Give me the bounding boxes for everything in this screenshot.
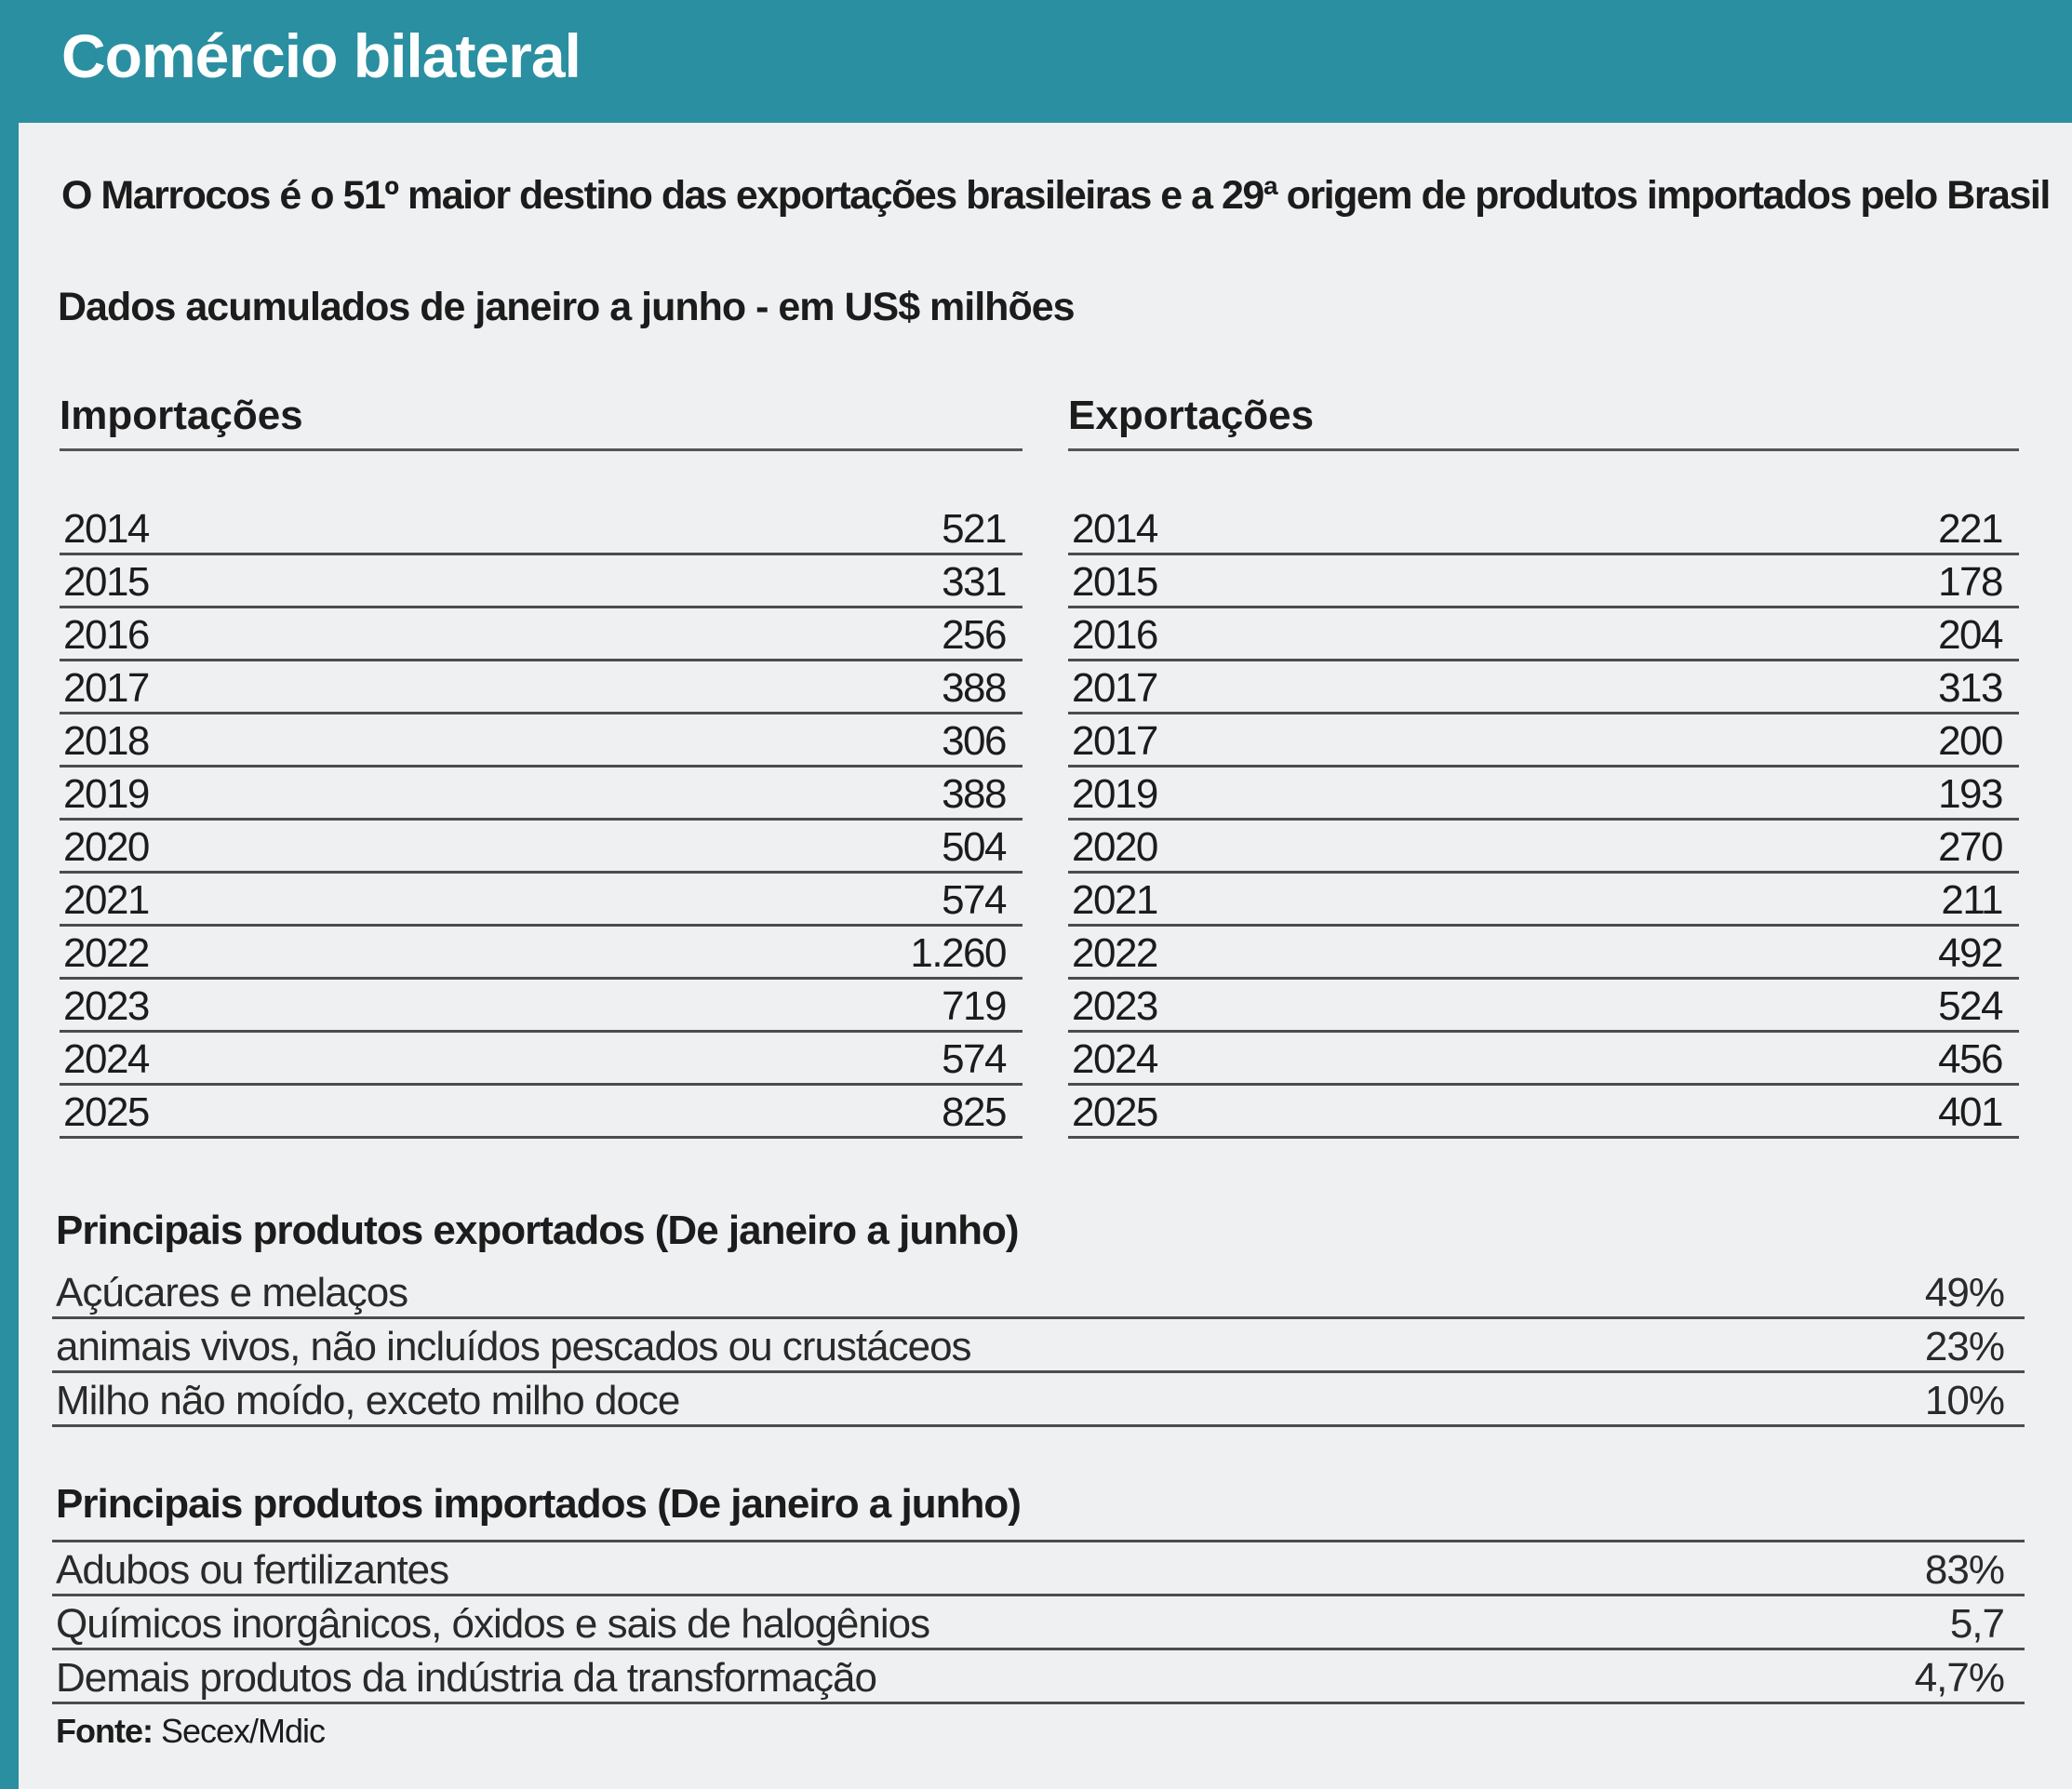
imported-product-row-value: 5,7 [1949, 1601, 2004, 1647]
exports-row [1068, 821, 2019, 874]
exports-row-label: 2015 [1072, 559, 1157, 605]
imports-row [60, 1033, 1023, 1086]
imports-row-value: 388 [942, 771, 1006, 817]
exports-row [1068, 927, 2019, 980]
imports-row-label: 2024 [63, 1036, 149, 1082]
imports-column-header: Importações [60, 393, 1023, 451]
exports-row-label: 2022 [1072, 930, 1157, 976]
exported-product-row-value: 10% [1924, 1378, 2004, 1423]
imports-row-value: 256 [942, 612, 1006, 658]
exports-row-value: 270 [1938, 824, 2002, 870]
imported-product-row-value: 4,7% [1914, 1655, 2004, 1701]
imports-row-label: 2021 [63, 877, 149, 923]
exports-row-label: 2014 [1072, 506, 1157, 552]
exported-product-row [52, 1319, 2025, 1373]
exports-row-value: 492 [1938, 930, 2002, 976]
imports-row-label: 2014 [63, 506, 149, 552]
exports-column-header: Exportações [1068, 393, 2019, 451]
imports-row [60, 927, 1023, 980]
source-label: Fonte: [56, 1712, 153, 1750]
exports-row-value: 456 [1938, 1036, 2002, 1082]
imports-row [60, 874, 1023, 927]
exported-product-row [52, 1265, 2025, 1319]
exports-row [1068, 555, 2019, 608]
exports-row-label: 2017 [1072, 718, 1157, 764]
imports-row-value: 504 [942, 824, 1006, 870]
exports-row-value: 193 [1938, 771, 2002, 817]
exports-row [1068, 768, 2019, 821]
imports-row-label: 2025 [63, 1089, 149, 1135]
exports-row-label: 2024 [1072, 1036, 1157, 1082]
subtitle: O Marrocos é o 51º maior destino das exportações brasileiras e a 29ª origem de produtos importados pelo Brasil [61, 173, 2050, 218]
imports-row-value: 574 [942, 1036, 1006, 1082]
exports-row-value: 204 [1938, 612, 2002, 658]
exports-row [1068, 980, 2019, 1033]
imports-row-label: 2020 [63, 824, 149, 870]
exported-products-table [52, 1265, 2025, 1427]
imports-row [60, 661, 1023, 714]
imports-row-label: 2017 [63, 665, 149, 711]
exports-row-label: 2019 [1072, 771, 1157, 817]
exports-row [1068, 502, 2019, 555]
imports-row-value: 521 [942, 506, 1006, 552]
imports-row-value: 1.260 [910, 930, 1006, 976]
header-bar [19, 0, 2072, 123]
imports-row-value: 331 [942, 559, 1006, 605]
units-note: Dados acumulados de janeiro a junho - em US$ milhões [58, 285, 1075, 329]
imports-row-label: 2015 [63, 559, 149, 605]
imports-row [60, 714, 1023, 768]
exports-row [1068, 608, 2019, 661]
exports-row [1068, 1086, 2019, 1139]
imported-product-row [52, 1596, 2025, 1650]
imports-row [60, 768, 1023, 821]
imports-row-value: 825 [942, 1089, 1006, 1135]
imported-product-row-value: 83% [1924, 1547, 2004, 1593]
exported-product-row-value: 49% [1924, 1270, 2004, 1315]
exports-row-value: 401 [1938, 1089, 2002, 1135]
exported-products-title: Principais produtos exportados (De janeiro a junho) [56, 1208, 1019, 1253]
source-text: Secex/Mdic [160, 1712, 326, 1750]
imports-row-value: 306 [942, 718, 1006, 764]
exported-product-row-label: Milho não moído, exceto milho doce [56, 1378, 680, 1423]
exports-row-value: 524 [1938, 983, 2002, 1029]
exports-row [1068, 714, 2019, 768]
imports-row-label: 2019 [63, 771, 149, 817]
exported-product-row-label: Açúcares e melaços [56, 1270, 408, 1315]
exports-row-value: 313 [1938, 665, 2002, 711]
exports-row-value: 200 [1938, 718, 2002, 764]
imports-row [60, 980, 1023, 1033]
imports-row [60, 821, 1023, 874]
exports-row-value: 221 [1938, 506, 2002, 552]
exports-row [1068, 1033, 2019, 1086]
source-note [56, 1712, 325, 1751]
exports-row [1068, 661, 2019, 714]
exports-row-label: 2025 [1072, 1089, 1157, 1135]
imports-row-label: 2022 [63, 930, 149, 976]
imported-product-row-label: Demais produtos da indústria da transformação [56, 1655, 876, 1701]
imports-row-label: 2023 [63, 983, 149, 1029]
imports-row-value: 719 [942, 983, 1006, 1029]
imports-row-label: 2016 [63, 612, 149, 658]
imported-product-row [52, 1650, 2025, 1704]
imported-product-row-label: Adubos ou fertilizantes [56, 1547, 449, 1593]
exports-row-label: 2016 [1072, 612, 1157, 658]
exports-row-label: 2017 [1072, 665, 1157, 711]
imports-table [60, 502, 1023, 1139]
exports-table [1068, 502, 2019, 1139]
imports-row-value: 388 [942, 665, 1006, 711]
chart-title: Comércio bilateral [61, 21, 581, 90]
exported-product-row-value: 23% [1924, 1324, 2004, 1369]
imported-product-row [52, 1542, 2025, 1596]
exports-row [1068, 874, 2019, 927]
imports-row [60, 555, 1023, 608]
imports-row [60, 502, 1023, 555]
exports-row-value: 178 [1938, 559, 2002, 605]
exported-product-row-label: animais vivos, não incluídos pescados ou crustáceos [56, 1324, 971, 1369]
exported-product-row [52, 1373, 2025, 1427]
imported-products-table [52, 1540, 2025, 1704]
exports-row-value: 211 [1941, 877, 2002, 923]
imports-row [60, 1086, 1023, 1139]
exports-row-label: 2021 [1072, 877, 1157, 923]
exports-row-label: 2020 [1072, 824, 1157, 870]
imported-products-title: Principais produtos importados (De janeiro a junho) [56, 1481, 1021, 1527]
imported-product-row-label: Químicos inorgânicos, óxidos e sais de halogênios [56, 1601, 930, 1647]
imports-row [60, 608, 1023, 661]
exports-row-label: 2023 [1072, 983, 1157, 1029]
imports-row-label: 2018 [63, 718, 149, 764]
imports-row-value: 574 [942, 877, 1006, 923]
